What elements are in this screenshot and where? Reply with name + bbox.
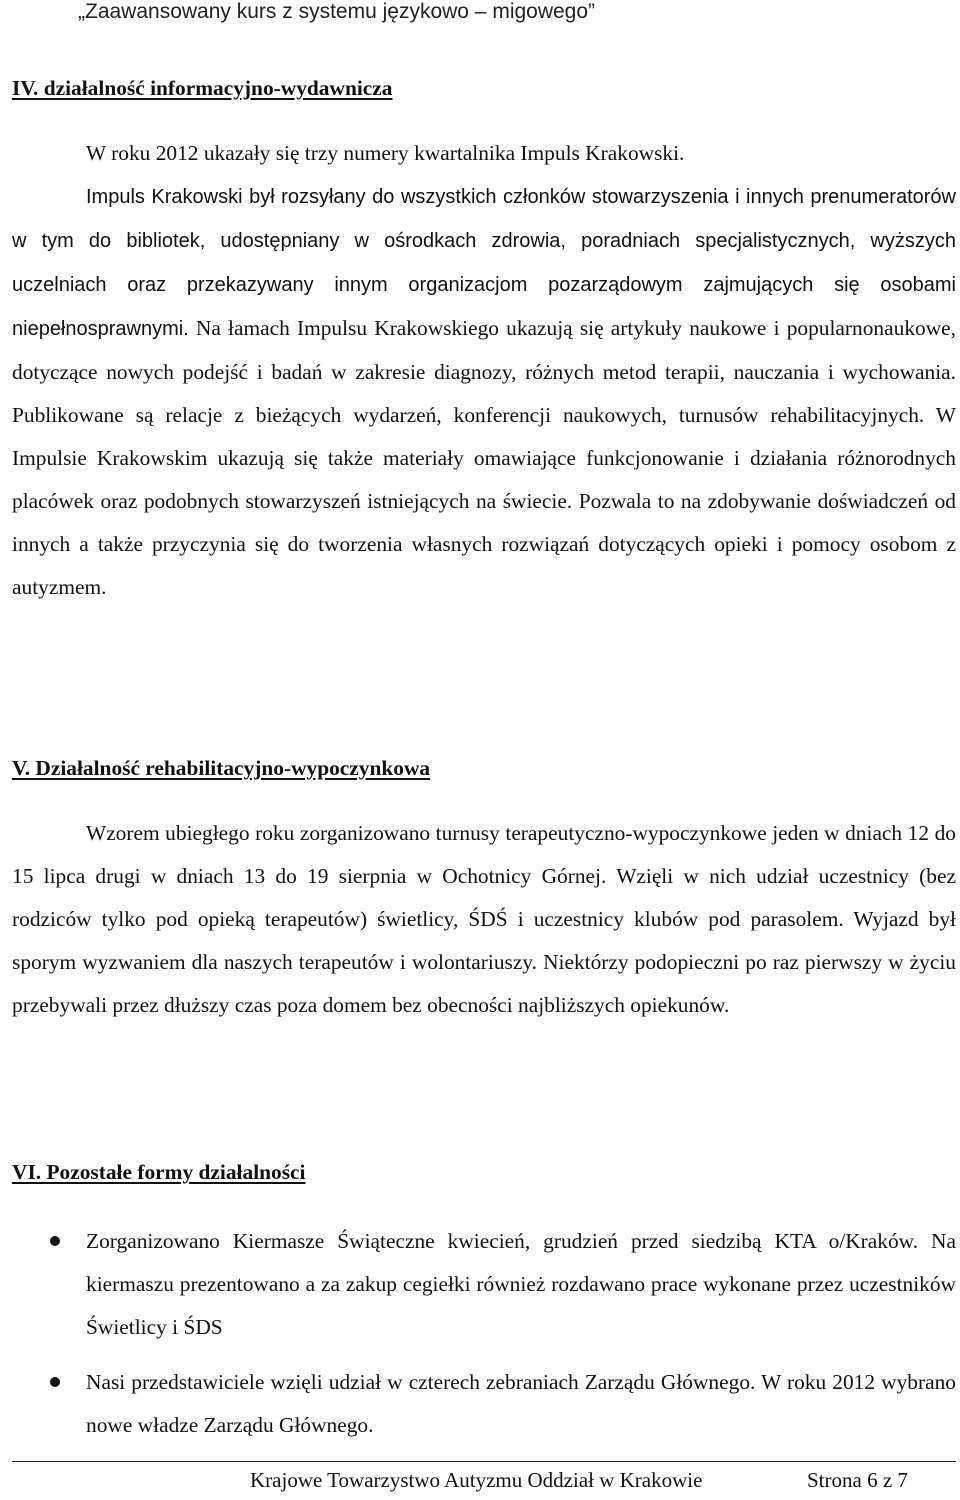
section-4-intro: W roku 2012 ukazały się trzy numery kwartalnika Impuls Krakowski.: [86, 141, 685, 165]
section-6-list: [12, 1220, 956, 1459]
footer-page-number: Strona 6 z 7: [807, 1468, 908, 1492]
list-item: [12, 1361, 956, 1447]
section-5-title: V. Działalność rehabilitacyjno-wypoczynkowa: [12, 756, 431, 780]
section-4-paragraph: [12, 175, 956, 609]
list-item: [12, 1220, 956, 1349]
footer-organization: Krajowe Towarzystwo Autyzmu Oddział w Krakowie: [250, 1468, 703, 1492]
section-6-title: VI. Pozostałe formy działalności: [12, 1160, 306, 1184]
section-4-paragraph-part1: Impuls Krakowski był rozsyłany do wszystkich członków stowarzyszenia i innych prenumeratorów w tym do bibliotek, udostępniany w ośrodkach zdrowia, poradniach specjalistycznych, wyższych uczelniach oraz przekazywany innym organizacjom pozarządowym zajmujących się osobami niepełnosprawnymi.: [12, 186, 956, 340]
section-5-body: [12, 812, 956, 1027]
list-item-text: Nasi przedstawiciele wzięli udział w czterech zebraniach Zarządu Głównego. W roku 2012 wybrano nowe władze Zarządu Głównego.: [86, 1370, 956, 1437]
footer-divider: [12, 1461, 956, 1462]
section-4-body: [12, 132, 956, 609]
bullet-icon: [50, 1377, 60, 1387]
page-header: „Zaawansowany kurs z systemu językowo – migowego”: [78, 0, 596, 23]
list-item-text: Zorganizowano Kiermasze Świąteczne kwiecień, grudzień przed siedzibą KTA o/Kraków. Na kiermaszu prezentowano a za zakup cegiełki również rozdawano prace wykonane przez uczestników Świetlicy i ŚDS: [86, 1229, 956, 1339]
section-4-title: IV. działalność informacyjno-wydawnicza: [12, 76, 393, 100]
section-4-paragraph-part2: Na łamach Impulsu Krakowskiego ukazują się artykuły naukowe i popularnonaukowe, dotyczące nowych podejść i badań w zakresie diagnozy, różnych metod terapii, nauczania i wychowania. Publikowane są relacje z bieżących wydarzeń, konferencji naukowych, turnusów rehabilitacyjnych. W Impulsie Krakowskim ukazują się także materiały omawiające funkcjonowanie i działania różnorodnych placówek oraz podobnych stowarzyszeń istniejących na świecie. Pozwala to na zdobywanie doświadczeń od innych a także przyczynia się do tworzenia własnych rozwiązań dotyczących opieki i pomocy osobom z autyzmem.: [12, 316, 956, 599]
bullet-icon: [50, 1236, 60, 1246]
section-5-paragraph: Wzorem ubiegłego roku zorganizowano turnusy terapeutyczno-wypoczynkowe jeden w dniach 12 do 15 lipca drugi w dniach 13 do 19 sierpnia w Ochotnicy Górnej. Wzięli w nich udział uczestnicy (bez rodziców tylko pod opieką terapeutów) świetlicy, ŚDŚ i uczestnicy klubów pod parasolem. Wyjazd był sporym wyzwaniem dla naszych terapeutów i wolontariuszy. Niektórzy podopieczni po raz pierwszy w życiu przebywali przez dłuższy czas poza domem bez obecności najbliższych opiekunów.: [12, 821, 956, 1017]
